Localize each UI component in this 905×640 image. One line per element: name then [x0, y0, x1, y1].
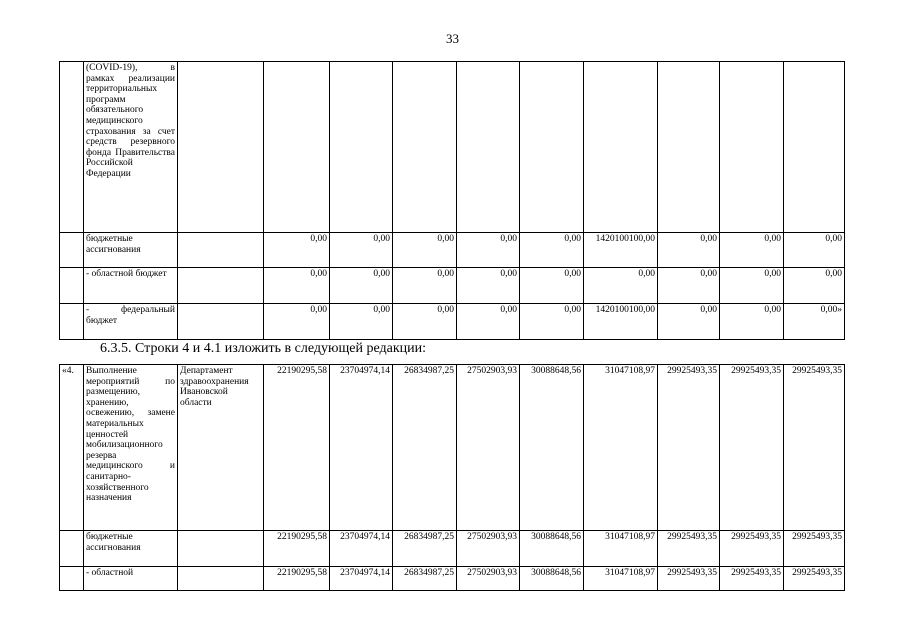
value-cell: 27502903,93	[457, 365, 520, 531]
row-number-cell	[60, 531, 84, 567]
value-cell: 29925493,35	[784, 567, 845, 591]
value-cell: 29925493,35	[784, 365, 845, 531]
table-row	[60, 62, 845, 233]
budget-table-new	[59, 364, 845, 591]
row-number-cell	[60, 567, 84, 591]
value-cell	[264, 62, 330, 233]
value-cell	[720, 62, 784, 233]
value-cell: 31047108,97	[584, 531, 658, 567]
value-cell: 29925493,35	[720, 365, 784, 531]
value-cell: 27502903,93	[457, 567, 520, 591]
row-name-cell: - федеральный бюджет	[84, 304, 178, 340]
value-cell: 0,00	[784, 233, 845, 268]
value-cell: 0,00	[720, 304, 784, 340]
value-cell: 23704974,14	[330, 531, 393, 567]
table-row	[60, 567, 845, 591]
value-cell: 31047108,97	[584, 567, 658, 591]
table-row	[60, 304, 845, 340]
value-cell: 0,00»	[784, 304, 845, 340]
value-cell: 27502903,93	[457, 531, 520, 567]
value-cell: 0,00	[330, 233, 393, 268]
value-cell: 29925493,35	[720, 567, 784, 591]
row-name-cell: бюджетные ассигнования	[84, 233, 178, 268]
value-cell: 0,00	[520, 233, 584, 268]
value-cell: 30088648,56	[520, 567, 584, 591]
value-cell: 29925493,35	[658, 531, 720, 567]
row-number-cell	[60, 304, 84, 340]
section-heading: 6.3.5. Строки 4 и 4.1 изложить в следующей редакции:	[100, 341, 426, 356]
value-cell: 0,00	[457, 268, 520, 304]
value-cell: 0,00	[658, 268, 720, 304]
department-cell	[178, 304, 264, 340]
value-cell	[658, 62, 720, 233]
value-cell: 31047108,97	[584, 365, 658, 531]
department-cell	[178, 62, 264, 233]
value-cell	[457, 62, 520, 233]
department-cell	[178, 531, 264, 567]
value-cell: 22190295,58	[264, 531, 330, 567]
value-cell	[330, 62, 393, 233]
row-number-cell	[60, 233, 84, 268]
value-cell: 22190295,58	[264, 365, 330, 531]
value-cell: 26834987,25	[393, 365, 457, 531]
value-cell: 22190295,58	[264, 567, 330, 591]
value-cell	[584, 62, 658, 233]
department-cell	[178, 233, 264, 268]
table-row	[60, 233, 845, 268]
value-cell: 0,00	[393, 233, 457, 268]
value-cell: 0,00	[658, 233, 720, 268]
value-cell: 26834987,25	[393, 531, 457, 567]
value-cell: 29925493,35	[658, 567, 720, 591]
department-cell	[178, 268, 264, 304]
budget-table-continued	[59, 61, 845, 340]
value-cell: 0,00	[457, 304, 520, 340]
value-cell: 0,00	[264, 268, 330, 304]
value-cell: 29925493,35	[658, 365, 720, 531]
value-cell: 0,00	[520, 304, 584, 340]
value-cell	[784, 62, 845, 233]
department-cell: Департамент здравоохранения Ивановской области	[178, 365, 264, 531]
value-cell: 0,00	[584, 268, 658, 304]
row-name-cell: - областной бюджет	[84, 268, 178, 304]
value-cell: 26834987,25	[393, 567, 457, 591]
value-cell: 23704974,14	[330, 567, 393, 591]
row-name-cell: Выполнение мероприятий по размещению, хранению, освежению, замене материальных ценностей мобилизационного резерва медицинского и санитарно-хозяйственного назначения	[84, 365, 178, 531]
table-row	[60, 531, 845, 567]
department-cell	[178, 567, 264, 591]
value-cell: 29925493,35	[784, 531, 845, 567]
value-cell	[393, 62, 457, 233]
value-cell: 0,00	[658, 304, 720, 340]
value-cell: 30088648,56	[520, 531, 584, 567]
value-cell: 0,00	[720, 268, 784, 304]
page-number: 33	[446, 31, 459, 46]
value-cell: 30088648,56	[520, 365, 584, 531]
value-cell	[520, 62, 584, 233]
value-cell: 0,00	[393, 304, 457, 340]
value-cell: 0,00	[264, 304, 330, 340]
value-cell: 0,00	[330, 268, 393, 304]
value-cell: 0,00	[720, 233, 784, 268]
table-row	[60, 365, 845, 531]
value-cell: 0,00	[330, 304, 393, 340]
value-cell: 23704974,14	[330, 365, 393, 531]
value-cell: 0,00	[264, 233, 330, 268]
value-cell: 0,00	[784, 268, 845, 304]
row-name-cell: (COVID-19), в рамках реализации территориальных программ обязательного медицинского страхования за счет средств резервного фонда Правительства Российской Федерации	[84, 62, 178, 233]
row-number-cell: «4.	[60, 365, 84, 531]
row-name-cell: бюджетные ассигнования	[84, 531, 178, 567]
value-cell: 1420100100,00	[584, 233, 658, 268]
table-row	[60, 268, 845, 304]
value-cell: 1420100100,00	[584, 304, 658, 340]
value-cell: 0,00	[457, 233, 520, 268]
value-cell: 29925493,35	[720, 531, 784, 567]
row-number-cell	[60, 268, 84, 304]
row-name-cell: - областной	[84, 567, 178, 591]
value-cell: 0,00	[520, 268, 584, 304]
value-cell: 0,00	[393, 268, 457, 304]
row-number-cell	[60, 62, 84, 233]
